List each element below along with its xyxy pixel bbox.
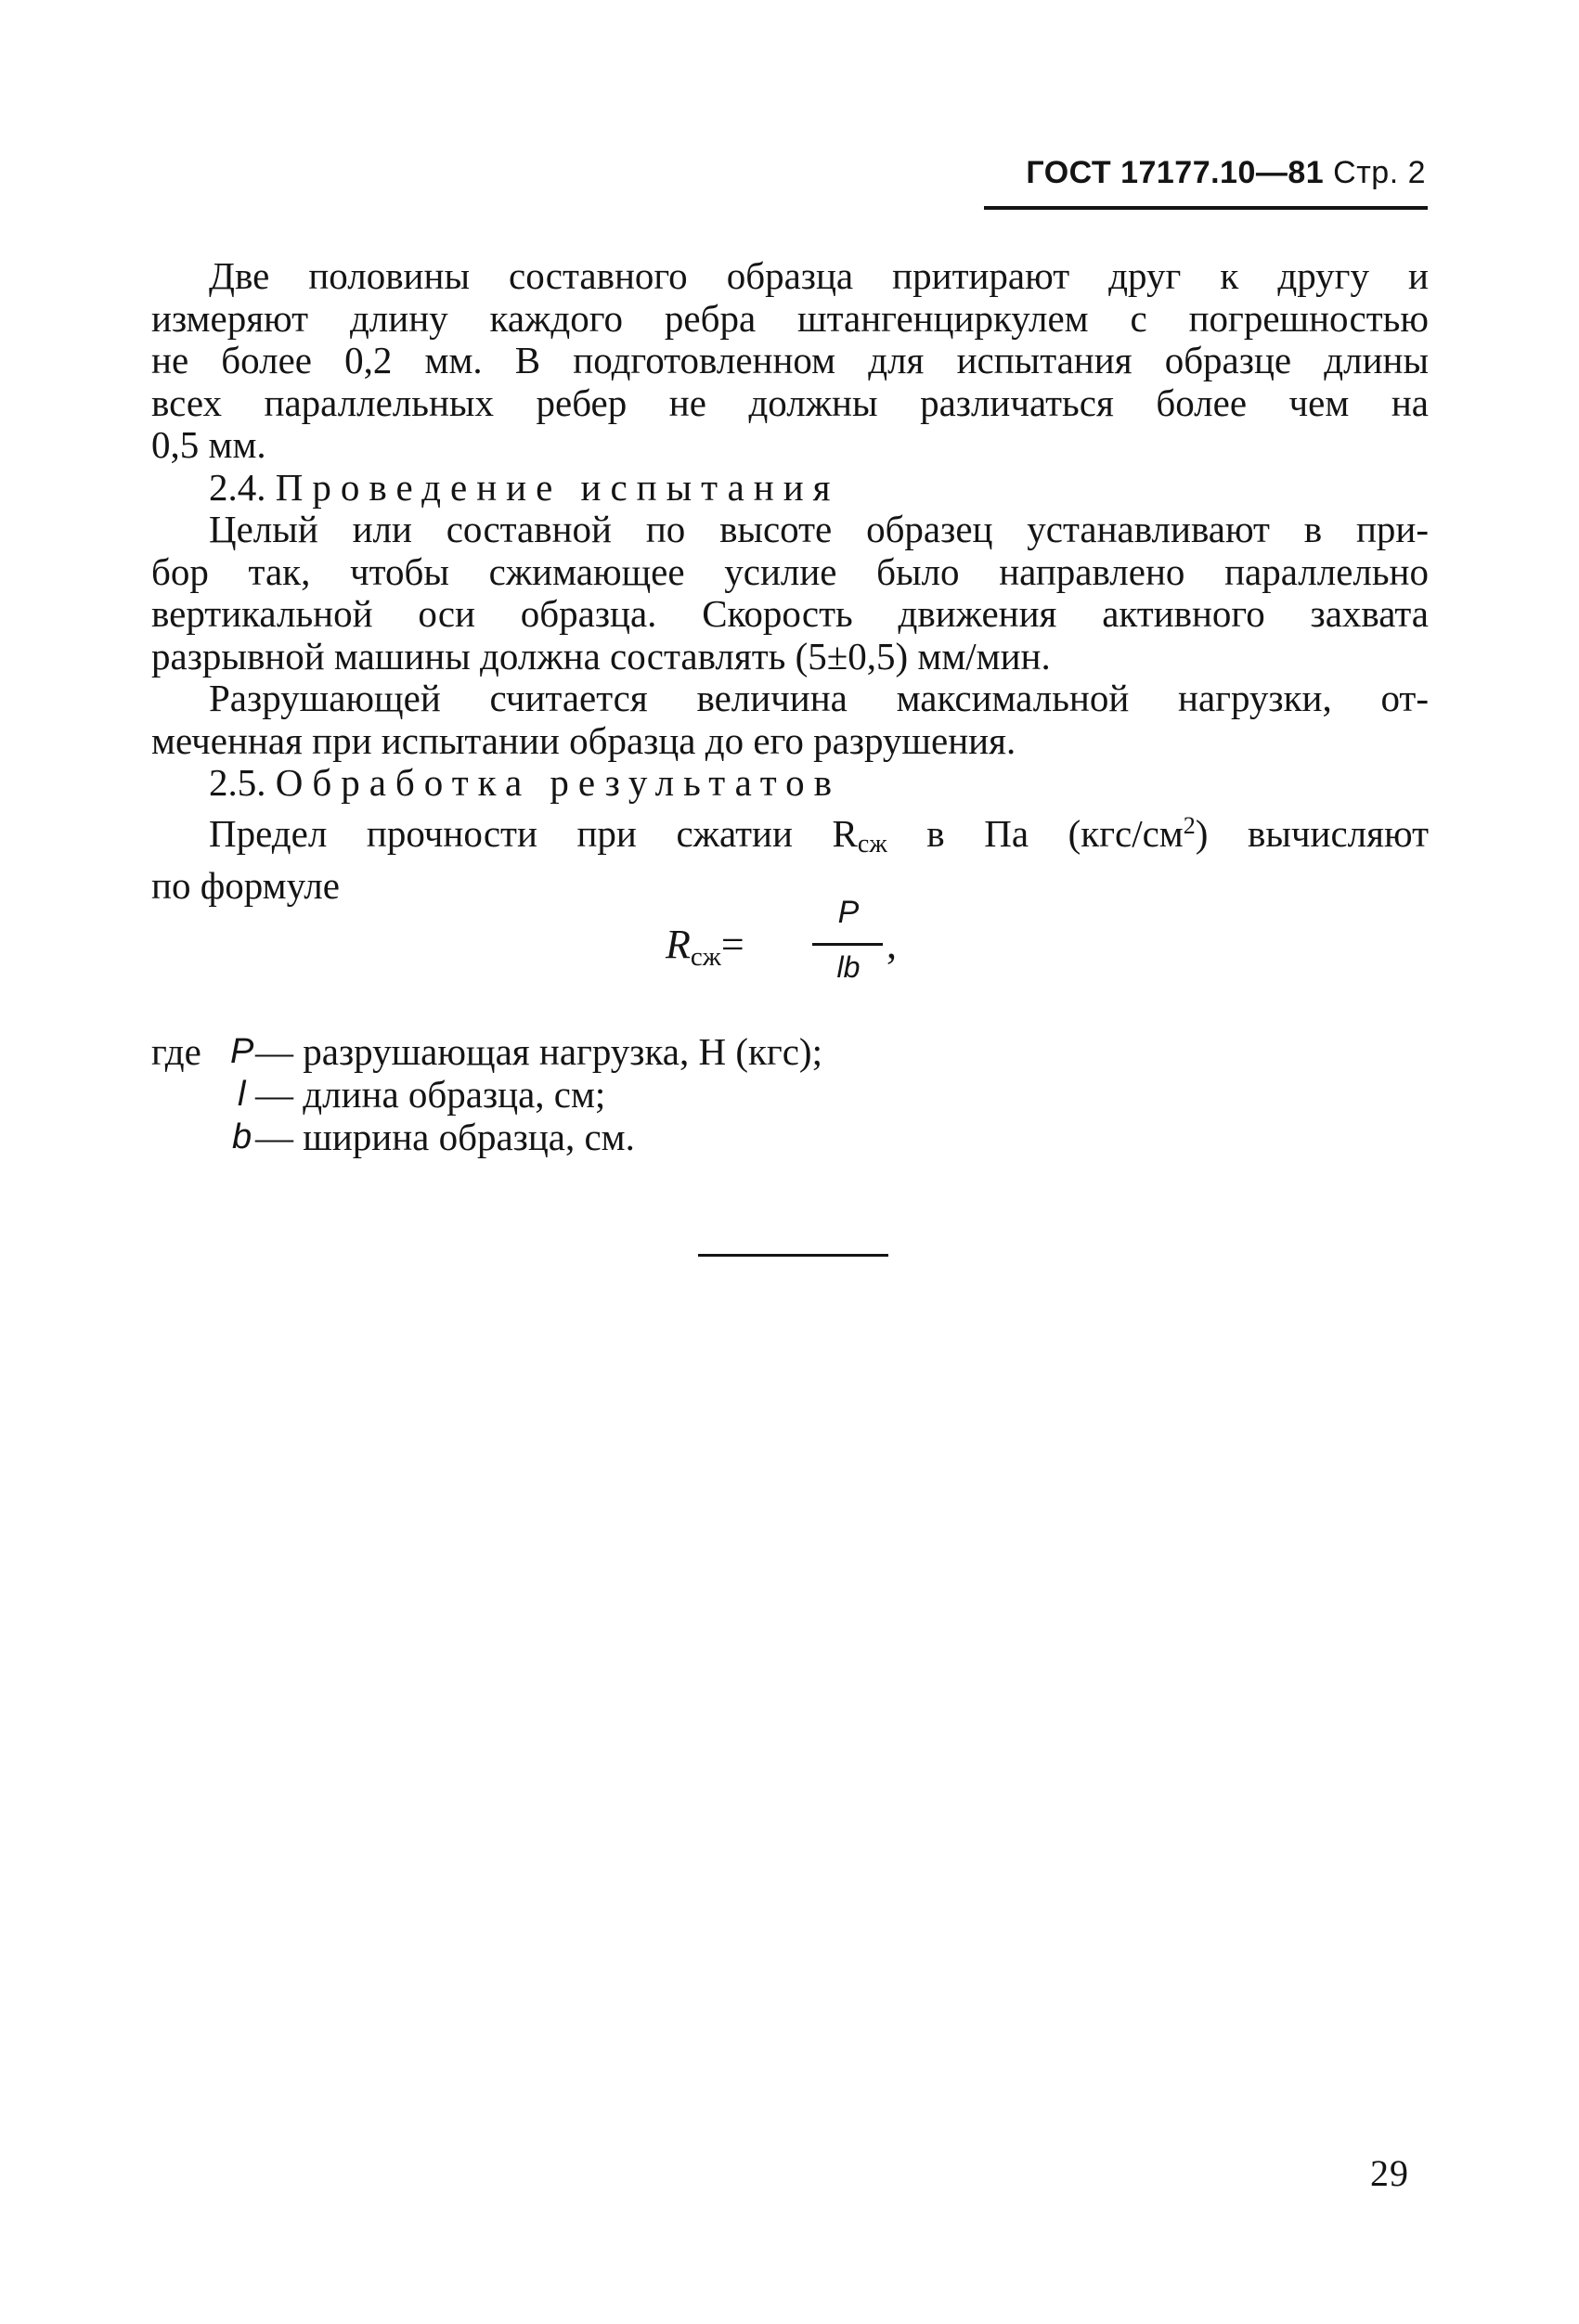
formula-equals: = (720, 922, 744, 967)
formula-symbol: R (666, 922, 691, 967)
definition-row (151, 1073, 606, 1116)
standard-code: ГОСТ 17177.10—81 (1026, 155, 1325, 190)
paragraph-line: 0,5 мм. (151, 423, 266, 466)
page-header (1026, 155, 1426, 191)
section-title: Обработка результатов (275, 761, 842, 804)
strength-formula (666, 895, 925, 1002)
header-rule (984, 206, 1428, 210)
definition-row (151, 1116, 635, 1158)
header-page-label: Стр. 2 (1333, 155, 1426, 190)
variable-symbol: b (232, 1117, 252, 1156)
paragraph-line: всех параллельных ребер не должны различаться более чем на (151, 381, 1429, 424)
paragraph-line: Разрушающей считается величина максимальной нагрузки, от- (209, 677, 1429, 719)
superscript: 2 (1183, 811, 1196, 839)
paragraph-line (151, 805, 1429, 866)
paragraph-line: измеряют длину каждого ребра штангенциркулем с погрешностью (151, 296, 1429, 340)
end-rule (698, 1254, 888, 1257)
variable-symbol: P (230, 1032, 254, 1071)
section-number: 2.4. (209, 465, 266, 509)
formula-subscript: сж (690, 942, 721, 972)
formula-comma: , (887, 922, 897, 967)
section-heading-2-5 (151, 762, 1429, 805)
paragraph-line: бор так, чтобы сжимающее усилие было направлено параллельно (151, 549, 1429, 593)
variable-description: — ширина образца, см. (255, 1116, 635, 1158)
where-lead: где (151, 1030, 201, 1073)
section-number: 2.5. (209, 761, 266, 804)
fraction-bar (812, 943, 883, 946)
page-number: 29 (1370, 2152, 1409, 2194)
text-run: в Па (кгс/см (887, 811, 1184, 855)
formula-denominator: lb (836, 950, 861, 984)
subscript: сж (857, 829, 887, 859)
paragraph-line: разрывной машины должна составлять (5±0,5) мм/мин. (151, 634, 1051, 678)
section-heading-2-4 (151, 467, 1429, 510)
paragraph-line: Две половины составного образца притирают друг к другу и (209, 254, 1429, 297)
paragraph-line: не более 0,2 мм. В подготовленном для испытания образце длины (151, 339, 1429, 381)
variable-description: — длина образца, см; (255, 1073, 606, 1116)
definition-row (151, 1030, 822, 1073)
text-run: ) вычисляют (1195, 811, 1429, 855)
paragraph-line: по формуле (151, 864, 340, 907)
body-text (151, 255, 1429, 908)
variable-description: — разрушающая нагрузка, Н (кгс); (255, 1030, 822, 1073)
formula-numerator: P (837, 895, 860, 930)
variable-definitions (151, 1030, 822, 1158)
formula-lhs (666, 921, 744, 973)
paragraph-line: меченная при испытании образца до его разрушения. (151, 718, 1016, 762)
paragraph-line: вертикальной оси образца. Скорость движения активного захвата (151, 592, 1429, 635)
variable-symbol: l (238, 1075, 246, 1114)
text-run: Предел прочности при сжатии R (209, 811, 858, 855)
section-title: Проведение испытания (275, 465, 840, 509)
paragraph-line: Целый или составной по высоте образец устанавливают в при- (209, 508, 1429, 550)
